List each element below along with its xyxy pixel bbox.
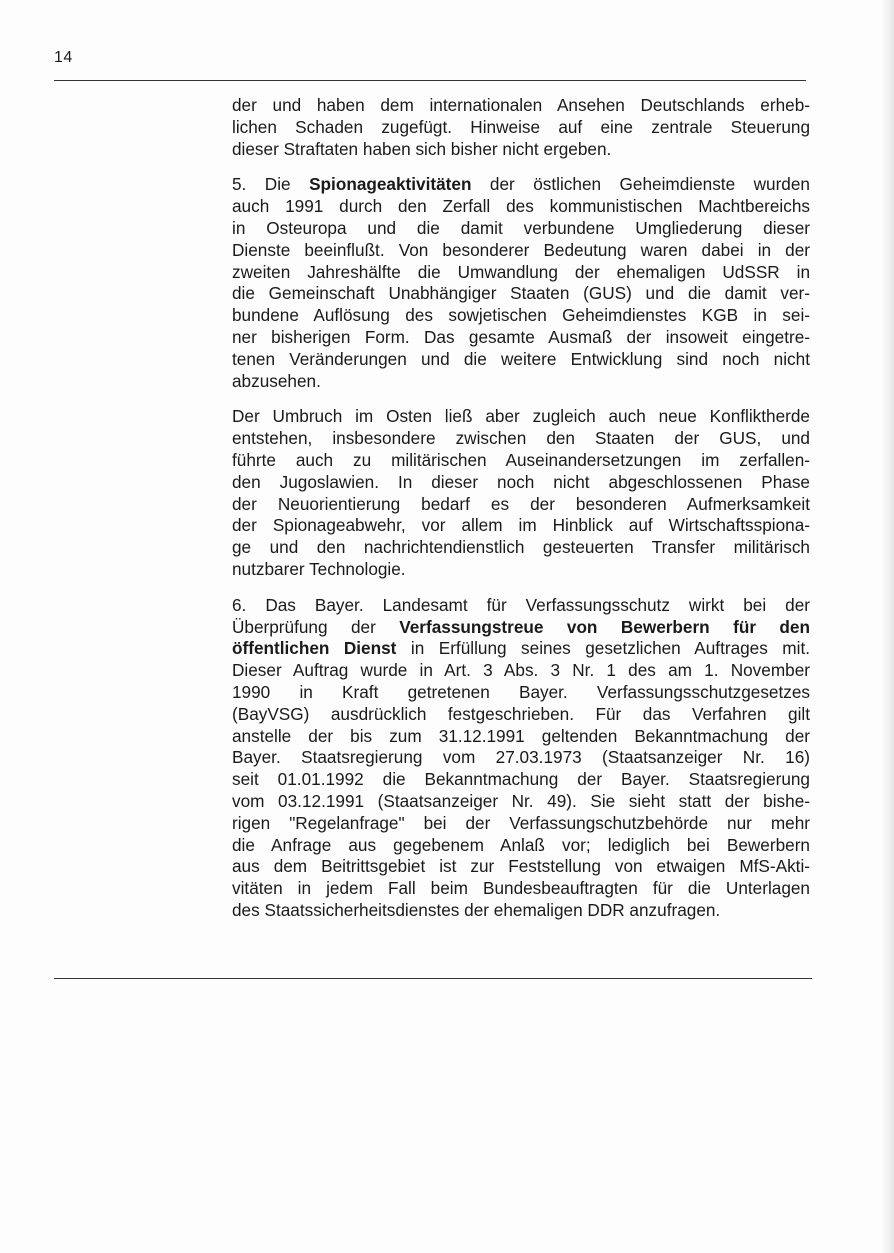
text-line: dieser Straftaten haben sich bisher nicht ergeben. [232,138,612,159]
text-run: 5. Die [232,174,310,195]
text-line: nutzbarer Technologie. [232,558,406,579]
text-run: Überprüfung der [232,616,400,637]
text-run: in Erfüllung seines gesetzlichen Auftrages mit. [396,638,810,659]
text-line: aus dem Beitrittsgebiet ist zur Feststellung von etwaigen MfS-Akti- [232,856,810,877]
paragraph-3 [232,406,810,580]
text-line: 6. Das Bayer. Landesamt für Verfassungsschutz wirkt bei der [232,594,810,615]
text-line: (BayVSG) ausdrücklich festgeschrieben. Für das Verfahren gilt [232,703,810,724]
page-number: 14 [54,49,73,66]
text-line: Bayer. Staatsregierung vom 27.03.1973 (Staatsanzeiger Nr. 16) [232,747,810,768]
text-line: Der Umbruch im Osten ließ aber zugleich auch neue Konfliktherde [232,406,810,427]
text-line: Dienste beeinflußt. Von besonderer Bedeutung waren dabei in der [232,239,810,260]
text-line [232,617,810,639]
text-line: führte auch zu militärischen Auseinandersetzungen im zerfallen- [232,449,810,470]
body-text [232,95,810,922]
text-line: den Jugoslawien. In dieser noch nicht abgeschlossenen Phase [232,471,810,492]
text-line: der Neuorientierung bedarf es der besonderen Aufmerksamkeit [232,493,810,514]
text-line: der und haben dem internationalen Ansehen Deutschlands erheb- [232,95,810,115]
text-line: der Spionageabwehr, vor allem im Hinblick auf Wirtschaftsspiona- [232,515,810,536]
footer-rule [54,978,812,979]
text-line: die Gemeinschaft Unabhängiger Staaten (GUS) und die damit ver- [232,283,810,304]
text-line [232,638,810,660]
text-line: anstelle der bis zum 31.12.1991 geltenden Bekanntmachung der [232,725,810,746]
text-line: seit 01.01.1992 die Bekanntmachung der Bayer. Staatsregierung [232,769,810,790]
text-line: abzusehen. [232,370,321,391]
text-line: ge und den nachrichtendienstlich gesteuerten Transfer militärisch [232,537,810,558]
text-line: des Staatssicherheitsdienstes der ehemaligen DDR anzufragen. [232,899,721,920]
text-line: vom 03.12.1991 (Staatsanzeiger Nr. 49). Sie sieht statt der bishe- [232,790,810,811]
text-run: der östlichen Geheimdienste wurden [471,174,810,195]
text-line: vitäten in jedem Fall beim Bundesbeauftragten für die Unterlagen [232,878,810,899]
text-line: ner bisherigen Form. Das gesamte Ausmaß der insoweit eingetre- [232,326,810,347]
bold-term: öffentlichen Dienst [232,638,397,659]
text-line: lichen Schaden zugefügt. Hinweise auf eine zentrale Steuerung [232,116,810,137]
bold-term: Verfassungstreue von Bewerbern für den [399,616,810,637]
text-line: zweiten Jahreshälfte die Umwandlung der ehemaligen UdSSR in [232,261,810,282]
paragraph-1 [232,95,810,160]
paragraph-2 [232,174,810,392]
text-line: entstehen, insbesondere zwischen den Staaten der GUS, und [232,428,810,449]
text-line: die Anfrage aus gegebenem Anlaß vor; lediglich bei Bewerbern [232,834,810,855]
text-line: Dieser Auftrag wurde in Art. 3 Abs. 3 Nr. 1 des am 1. November [232,660,810,681]
text-line: 1990 in Kraft getretenen Bayer. Verfassungsschutzgesetzes [232,681,810,702]
bold-term: Spionageaktivitäten [309,174,472,195]
paragraph-4 [232,595,810,922]
text-line: rigen "Regelanfrage" bei der Verfassungschutzbehörde nur mehr [232,812,810,833]
text-line: bundene Auflösung des sowjetischen Geheimdienstes KGB in sei- [232,305,810,326]
text-line [232,174,810,196]
page-edge-shadow [880,0,894,1253]
header-rule [54,80,806,81]
text-line: in Osteuropa und die damit verbundene Umgliederung dieser [232,217,810,238]
text-line: tenen Veränderungen und die weitere Entwicklung sind noch nicht [232,348,810,369]
text-line: auch 1991 durch den Zerfall des kommunistischen Machtbereichs [232,196,810,217]
